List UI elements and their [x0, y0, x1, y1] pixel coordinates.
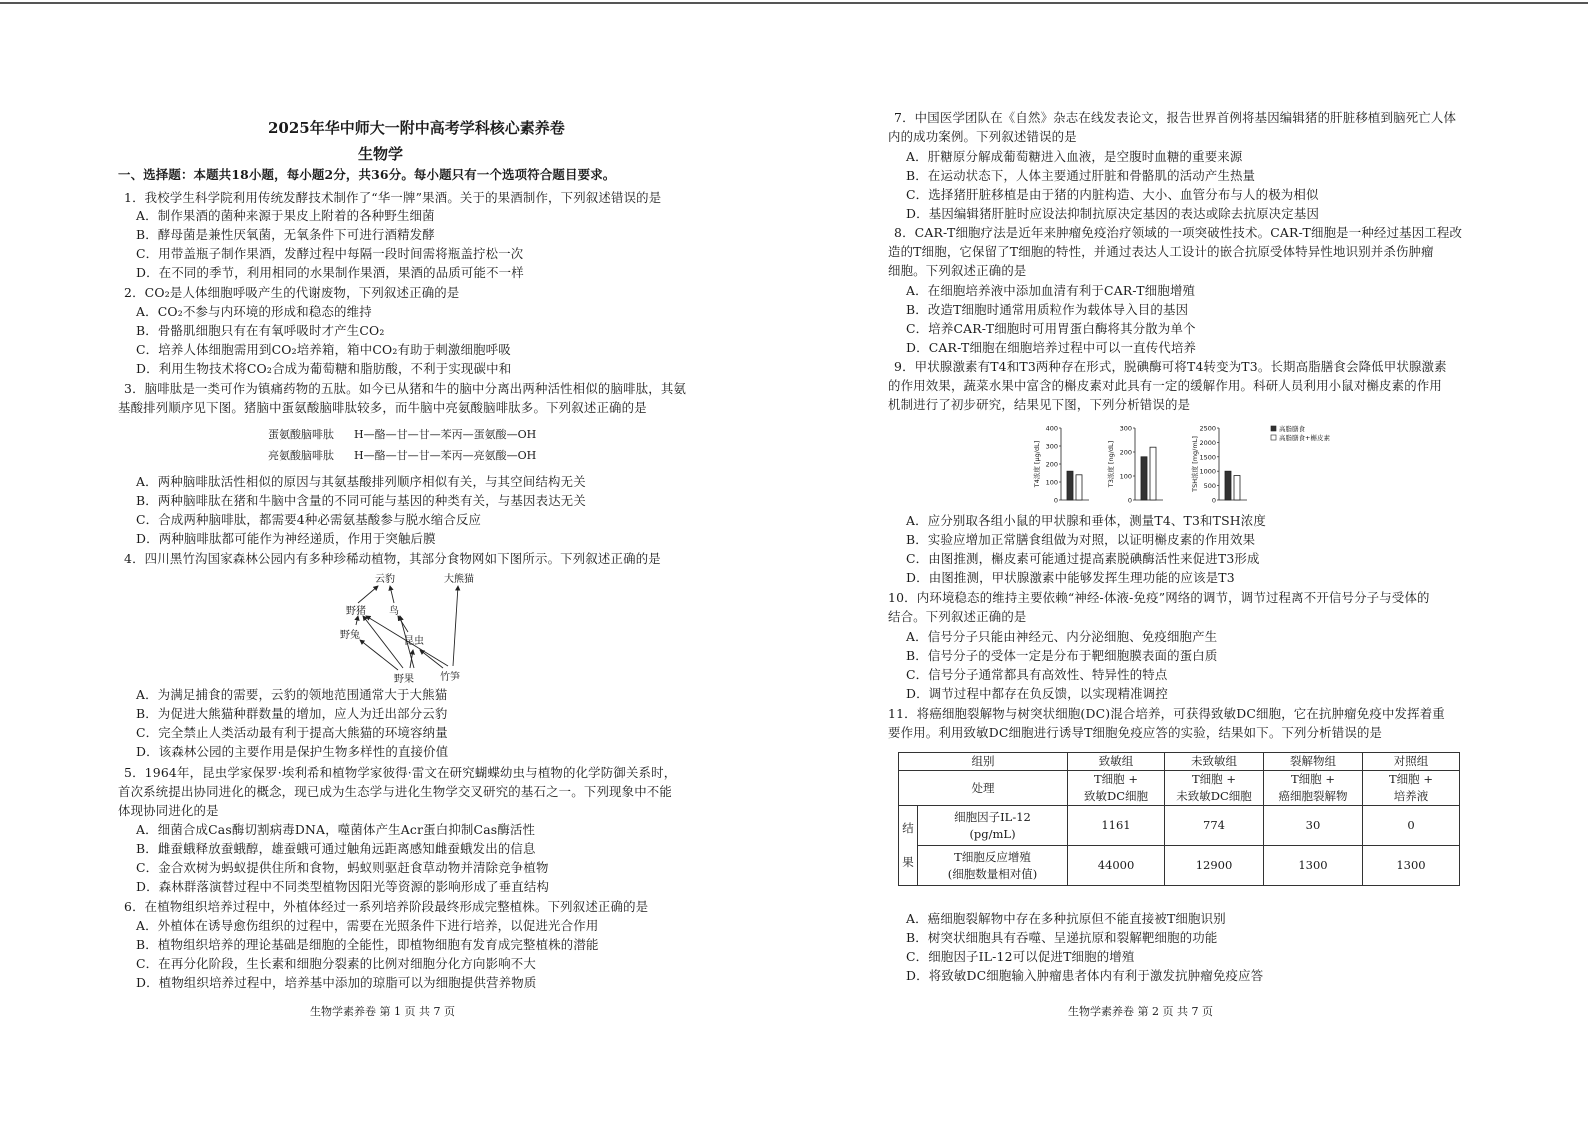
node-panda: 大熊猫: [444, 574, 474, 585]
legend-label-quercetin: 高脂膳食+槲皮素: [1279, 434, 1330, 442]
arrow-insect-to-bird: [398, 616, 408, 632]
q8-stem-line3: 细胞。下列叙述正确的是: [888, 263, 1027, 278]
y-tick-label: 100: [1045, 478, 1058, 487]
q8-option-a: A．在细胞培养液中添加血清有利于CAR-T细胞增殖: [906, 283, 1196, 298]
q10-option-b: B．信号分子的受体一定是分布于靶细胞膜表面的蛋白质: [906, 648, 1218, 663]
table-cell: T细胞 + 培养液: [1363, 771, 1460, 806]
q6-option-c: C．在再分化阶段，生长素和细胞分裂素的比例对细胞分化方向影响不大: [136, 956, 536, 971]
q9-stem-line2: 的作用效果，蔬菜水果中富含的槲皮素对此具有一定的缓解作用。科研人员利用小鼠对槲皮素的作用: [888, 378, 1442, 393]
q3-stem-line2: 基酸排列顺序见下图。猪脑中蛋氨酸脑啡肽较多，而牛脑中亮氨酸脑啡肽多。下列叙述正确的是: [118, 400, 647, 415]
q7-option-c: C．选择猪肝脏移植是由于猪的内脏构造、大小、血管分布与人的极为相似: [906, 187, 1319, 202]
bar-high-fat: [1225, 471, 1231, 500]
bar-high-fat-quercetin: [1150, 447, 1156, 500]
q3-seq2: H—酪—甘—甘—苯丙—亮氨酸—OH: [354, 449, 537, 462]
section-heading: 一、选择题：本题共18小题，每小题2分，共36分。每小题只有一个选项符合题目要求。: [118, 167, 616, 182]
q7-option-d: D．基因编辑猪肝脏时应设法抑制抗原决定基因的表达或除去抗原决定基因: [906, 206, 1320, 221]
q6-stem: 6．在植物组织培养过程中，外植体经过一系列培养阶段最终形成完整植株。下列叙述正确的是: [124, 899, 649, 914]
q11-option-a: A．癌细胞裂解物中存在多种抗原但不能直接被T细胞识别: [906, 911, 1226, 926]
arrow-rabbit-to-boar: [356, 616, 358, 625]
y-tick-label: 1500: [1199, 453, 1216, 462]
arrow-bamboo-to-insect: [420, 650, 443, 668]
q5-option-b: B．雌蚕蛾释放蚕蛾醇，雄蚕蛾可通过触角远距离感知雌蚕蛾发出的信息: [136, 841, 536, 856]
q6-option-d: D．植物组织培养过程中，培养基中添加的琼脂可以为细胞提供营养物质: [136, 975, 537, 990]
arrow-boar-to-leopard: [358, 586, 378, 603]
arrow-fruit-to-rabbit: [360, 640, 398, 670]
q3-stem-line1: 3．脑啡肽是一类可作为镇痛药物的五肽。如今已从猪和牛的脑中分离出两种活性相似的脑啡肽，其氨: [124, 381, 687, 396]
q10-stem-line1: 10．内环境稳态的维持主要依赖“神经-体液-免疫”网络的调节，调节过程离不开信号分子与受体的: [888, 590, 1430, 605]
q9-option-a: A．应分别取各组小鼠的甲状腺和垂体，测量T4、T3和TSH浓度: [906, 513, 1266, 528]
q8-option-d: D．CAR-T细胞在细胞培养过程中可以一直传代培养: [906, 340, 1197, 355]
table-cell: 44000: [1068, 846, 1165, 886]
q4-option-a: A．为满足捕食的需要，云豹的领地范围通常大于大熊猫: [136, 687, 448, 702]
q10-stem-line2: 结合。下列叙述正确的是: [888, 609, 1027, 624]
q1-option-c: C．用带盖瓶子制作果酒，发酵过程中每隔一段时间需将瓶盖拧松一次: [136, 246, 524, 261]
y-tick-label: 200: [1045, 460, 1058, 469]
q5-option-c: C．金合欢树为蚂蚁提供住所和食物，蚂蚁则驱赶食草动物并清除竞争植物: [136, 860, 549, 875]
q5-stem-line2: 首次系统提出协同进化的概念，现已成为生态学与进化生物学交叉研究的基石之一。下列现象中不能: [118, 784, 672, 799]
q3-option-b: B．两种脑啡肽在猪和牛脑中含量的不同可能与基因的种类有关，与基因表达无关: [136, 493, 586, 508]
q7-stem-line2: 内的成功案例。下列叙述错误的是: [888, 129, 1077, 144]
arrow-bamboo-to-panda: [453, 586, 458, 666]
footer-page-1: 生物学素养卷 第 1 页 共 7 页: [310, 1005, 455, 1018]
q2-option-a: A．CO₂不参与内环境的形成和稳态的维持: [136, 304, 372, 319]
food-web-diagram: [318, 570, 488, 688]
node-bird: 鸟: [389, 606, 399, 617]
q2-stem: 2．CO₂是人体细胞呼吸产生的代谢废物，下列叙述正确的是: [124, 285, 460, 300]
table-cell: 对照组: [1363, 753, 1460, 771]
q4-option-d: D．该森林公园的主要作用是保护生物多样性的直接价值: [136, 744, 449, 759]
subject-title: 生物学: [358, 145, 404, 163]
q2-option-c: C．培养人体细胞需用到CO₂培养箱，箱中CO₂有助于刺激细胞呼吸: [136, 342, 511, 357]
q10-option-d: D．调节过程中都存在负反馈，以实现精准调控: [906, 686, 1168, 701]
table-cell: 30: [1264, 806, 1363, 846]
y-tick-label: 2000: [1199, 438, 1216, 447]
q11-option-d: D．将致敏DC细胞输入肿瘤患者体内有利于激发抗肿瘤免疫应答: [906, 968, 1264, 983]
exam-title: 2025年华中师大一附中高考学科核心素养卷: [268, 119, 565, 137]
legend-swatch-high-fat: [1271, 426, 1276, 431]
y-tick-label: 400: [1045, 424, 1058, 433]
legend-swatch-quercetin: [1271, 435, 1276, 440]
legend-label-high-fat: 高脂膳食: [1279, 425, 1305, 433]
q8-option-b: B．改造T细胞时通常用质粒作为载体导入目的基因: [906, 302, 1189, 317]
node-fruit: 野果: [394, 674, 414, 685]
bar-high-fat-quercetin: [1234, 476, 1240, 500]
table-cell: T细胞反应增殖 (细胞数量相对值): [918, 846, 1068, 886]
q11-stem-line1: 11．将癌细胞裂解物与树突状细胞(DC)混合培养，可获得致敏DC细胞，它在抗肿瘤免疫中发挥着重: [888, 706, 1445, 721]
q6-option-a: A．外植体在诱导愈伤组织的过程中，需要在光照条件下进行培养，以促进光合作用: [136, 918, 599, 933]
node-bamboo: 竹笋: [440, 672, 460, 683]
q11-option-c: C．细胞因子IL-12可以促进T细胞的增殖: [906, 949, 1135, 964]
table-header-treatment: 处理: [899, 771, 1068, 806]
y-tick-label: 100: [1119, 472, 1132, 481]
q5-stem-line3: 体现协同进化的是: [118, 803, 219, 818]
q1-option-b: B．酵母菌是兼性厌氧菌，无氧条件下可进行酒精发酵: [136, 227, 435, 242]
table-row: [899, 846, 1460, 886]
q8-stem-line2: 造的T细胞，它保留了T细胞的特性，并通过表达人工设计的嵌合抗原受体特异性地识别并杀伤肿瘤: [888, 244, 1434, 259]
q9-option-b: B．实验应增加正常膳食组做为对照，以证明槲皮素的作用效果: [906, 532, 1256, 547]
q5-option-a: A．细菌合成Cas酶切割病毒DNA，噬菌体产生Acr蛋白抑制Cas酶活性: [136, 822, 536, 837]
table-cell: 未致敏组: [1165, 753, 1264, 771]
table-cell: 1300: [1363, 846, 1460, 886]
node-insect: 昆虫: [404, 636, 424, 647]
y-tick-label: 200: [1119, 448, 1132, 457]
y-tick-label: 300: [1119, 424, 1132, 433]
q5-stem-line1: 5．1964年，昆虫学家保罗·埃利希和植物学家彼得·雷文在研究蝴蝶幼虫与植物的化学防御关系时，: [124, 765, 677, 780]
q3-seq1-name: 蛋氨酸脑啡肽: [268, 428, 334, 441]
q3-seq1: H—酪—甘—甘—苯丙—蛋氨酸—OH: [354, 428, 537, 441]
table-cell: 裂解物组: [1264, 753, 1363, 771]
q9-stem-line1: 9．甲状腺激素有T4和T3两种存在形式，脱碘酶可将T4转变为T3。长期高脂膳食会降低甲状腺激素: [894, 359, 1447, 374]
q1-option-a: A．制作果酒的菌种来源于果皮上附着的各种野生细菌: [136, 208, 435, 223]
y-tick-label: 0: [1053, 496, 1058, 505]
q1-stem: 1．我校学生科学院利用传统发酵技术制作了“华一牌”果酒。关于的果酒制作，下列叙述错误的是: [124, 190, 662, 205]
bar-high-fat: [1067, 471, 1073, 500]
q4-option-b: B．为促进大熊猫种群数量的增加，应人为迁出部分云豹: [136, 706, 448, 721]
table-cell: 12900: [1165, 846, 1264, 886]
table-header-group: 组别: [899, 753, 1068, 771]
q7-option-b: B．在运动状态下，人体主要通过肝脏和骨骼肌的活动产生热量: [906, 168, 1256, 183]
q2-option-d: D．利用生物技术将CO₂合成为葡萄糖和脂肪酸，不利于实现碳中和: [136, 361, 512, 376]
y-tick-label: 300: [1045, 442, 1058, 451]
table-cell: 致敏组: [1068, 753, 1165, 771]
q11-stem-line2: 要作用。利用致敏DC细胞进行诱导T细胞免疫应答的实验，结果如下。下列分析错误的是: [888, 725, 1383, 740]
q9-bar-charts: [1023, 420, 1330, 508]
y-tick-label: 500: [1203, 482, 1216, 491]
y-tick-label: 0: [1211, 496, 1216, 505]
q9-stem-line3: 机制进行了初步研究，结果见下图，下列分析错误的是: [888, 397, 1191, 412]
table-cell: 0: [1363, 806, 1460, 846]
q3-option-a: A．两种脑啡肽活性相似的原因与其氨基酸排列顺序相似有关，与其空间结构无关: [136, 474, 586, 489]
table-cell: T细胞 + 致敏DC细胞: [1068, 771, 1165, 806]
q11-results-table: [898, 752, 1460, 886]
q1-option-d: D．在不同的季节，利用相同的水果制作果酒，果酒的品质可能不一样: [136, 265, 524, 280]
y-axis-label: T4浓度 [μg/dL]: [1033, 440, 1041, 488]
bar-high-fat: [1141, 457, 1147, 500]
table-cell: 774: [1165, 806, 1264, 846]
scan-border: [0, 2, 1588, 4]
table-result-label: 结 果: [899, 806, 918, 886]
q10-option-c: C．信号分子通常都具有高效性、特异性的特点: [906, 667, 1168, 682]
arrow-fruit-to-boar: [363, 616, 403, 668]
q3-seq2-name: 亮氨酸脑啡肽: [268, 449, 334, 462]
y-tick-label: 0: [1127, 496, 1132, 505]
q4-stem: 4．四川黑竹沟国家森林公园内有多种珍稀动植物，其部分食物网如下图所示。下列叙述正确的是: [124, 551, 661, 566]
q4-option-c: C．完全禁止人类活动最有利于提高大熊猫的环境容纳量: [136, 725, 448, 740]
y-tick-label: 1000: [1199, 467, 1216, 476]
table-row: [899, 771, 1460, 806]
table-row: [899, 806, 1460, 846]
footer-page-2: 生物学素养卷 第 2 页 共 7 页: [1068, 1005, 1213, 1018]
node-leopard: 云豹: [375, 574, 395, 585]
q10-option-a: A．信号分子只能由神经元、内分泌细胞、免疫细胞产生: [906, 629, 1218, 644]
q9-option-c: C．由图推测，槲皮素可能通过提高素脱碘酶活性来促进T3形成: [906, 551, 1260, 566]
q9-option-d: D．由图推测，甲状腺激素中能够发挥生理功能的应该是T3: [906, 570, 1235, 585]
q8-option-c: C．培养CAR-T细胞时可用胃蛋白酶将其分散为单个: [906, 321, 1196, 336]
q6-option-b: B．植物组织培养的理论基础是细胞的全能性，即植物细胞有发育成完整植株的潜能: [136, 937, 599, 952]
table-cell: 1161: [1068, 806, 1165, 846]
node-boar: 野猪: [346, 606, 366, 617]
y-axis-label: T3浓度 [ng/dL]: [1107, 440, 1115, 488]
table-cell: 细胞因子IL-12 (pg/mL): [918, 806, 1068, 846]
q5-option-d: D．森林群落演替过程中不同类型植物因阳光等资源的影响形成了垂直结构: [136, 879, 550, 894]
y-tick-label: 2500: [1199, 424, 1216, 433]
q8-stem-line1: 8．CAR-T细胞疗法是近年来肿瘤免疫治疗领域的一项突破性技术。CAR-T细胞是一种经过基因工程改: [894, 225, 1463, 240]
table-cell: 1300: [1264, 846, 1363, 886]
table-row: [899, 753, 1460, 771]
y-axis-label: TSH浓度 [mg/mL]: [1191, 436, 1199, 492]
table-cell: T细胞 + 癌细胞裂解物: [1264, 771, 1363, 806]
bar-high-fat-quercetin: [1076, 475, 1082, 500]
q3-option-d: D．两种脑啡肽都可能作为神经递质，作用于突触后膜: [136, 531, 436, 546]
q11-option-b: B．树突状细胞具有吞噬、呈递抗原和裂解靶细胞的功能: [906, 930, 1218, 945]
q2-option-b: B．骨骼肌细胞只有在有氧呼吸时才产生CO₂: [136, 323, 385, 338]
q3-option-c: C．合成两种脑啡肽，都需要4种必需氨基酸参与脱水缩合反应: [136, 512, 482, 527]
node-rabbit: 野兔: [340, 630, 360, 641]
q7-option-a: A．肝糖原分解成葡萄糖进入血液，是空腹时血糖的重要来源: [906, 149, 1243, 164]
table-cell: T细胞 + 未致敏DC细胞: [1165, 771, 1264, 806]
q7-stem-line1: 7．中国医学团队在《自然》杂志在线发表论文，报告世界首例将基因编辑猪的肝脏移植到脑死亡人体: [894, 110, 1457, 125]
arrow-bird-to-leopard: [390, 586, 394, 603]
